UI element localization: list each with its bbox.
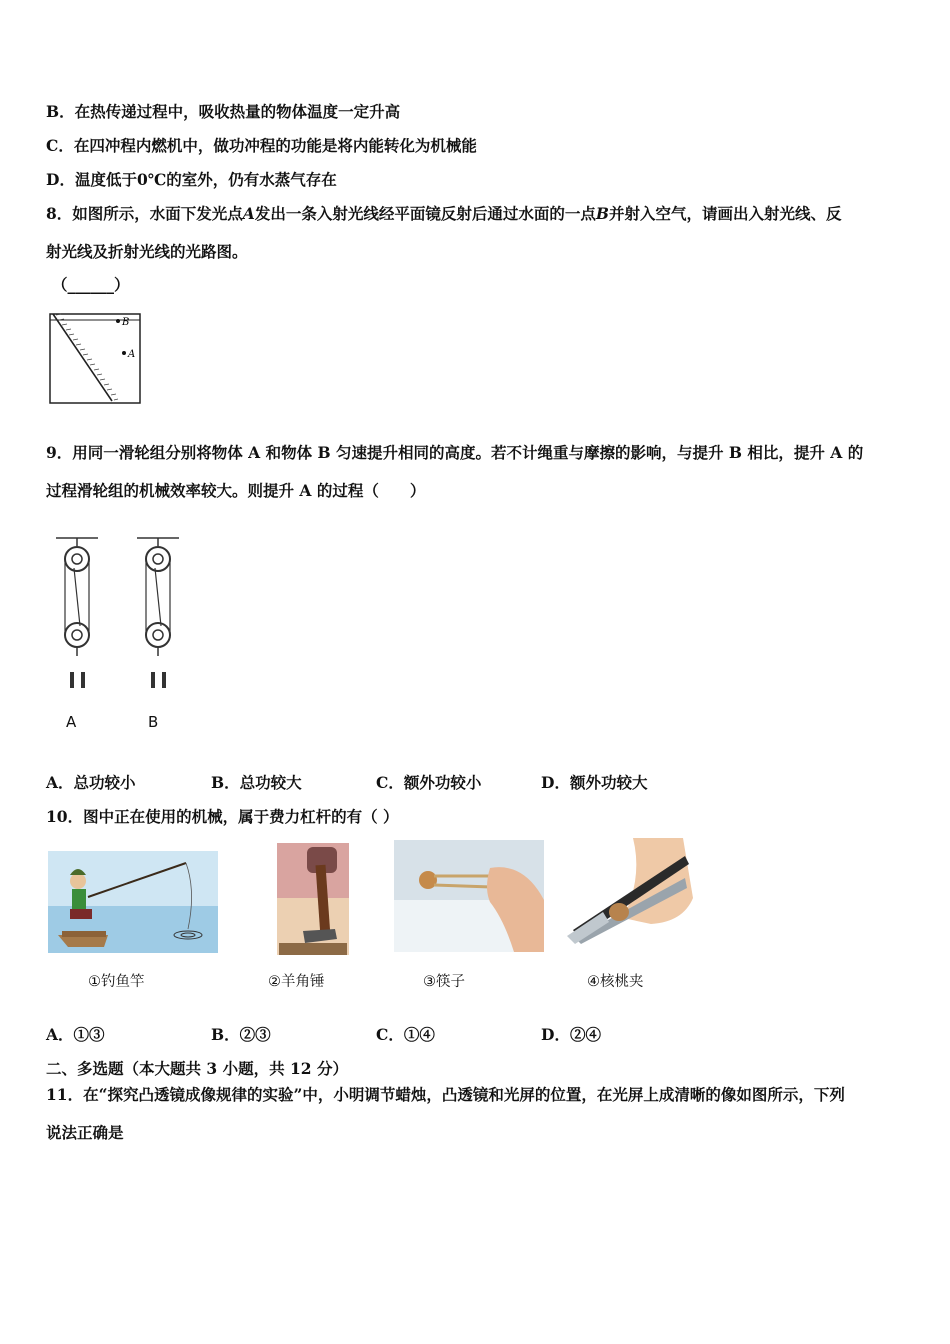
q8-point-b-label: B	[595, 204, 609, 223]
q8-point-a-label: A	[242, 204, 255, 223]
q10-caption-2: ②羊角锤	[268, 974, 325, 990]
q8-mirror-figure	[48, 312, 144, 406]
q9-option-c: C．额外功较小	[376, 773, 482, 792]
q8-point-a-dot	[122, 351, 126, 355]
q9-stem-line2: 过程滑轮组的机械效率较大。则提升 A 的过程（ ）	[46, 481, 426, 500]
q8-stem-suffix: 并射入空气，请画出入射光线、反	[608, 204, 842, 223]
q8-point-b-dot	[116, 319, 120, 323]
q11-stem-line2: 说法正确是	[46, 1123, 124, 1142]
q8-figure-label-a: A	[128, 349, 136, 360]
q10-option-c: C．①④	[376, 1025, 435, 1044]
q7-option-b: B．在热传递过程中，吸收热量的物体温度一定升高	[46, 102, 401, 121]
q11-stem-line1: 11．在“探究凸透镜成像规律的实验”中，小明调节蜡烛，凸透镜和光屏的位置，在光屏上成清晰的像如图所示，下列	[46, 1085, 845, 1104]
q9-option-d: D．额外功较大	[541, 773, 648, 792]
q8-figure-label-b: B	[122, 317, 130, 328]
q9-option-a: A．总功较小	[46, 773, 136, 792]
q8-answer-blank: （______）	[52, 275, 130, 294]
q9-option-b: B．总功较大	[211, 773, 302, 792]
q8-stem-prefix: 8．如图所示，水面下发光点	[46, 204, 243, 223]
q10-option-a: A．①③	[46, 1025, 105, 1044]
q10-image-nutcracker	[563, 838, 695, 948]
q10-image-claw-hammer	[277, 843, 349, 955]
q8-stem-mid: 发出一条入射光线经平面镜反射后通过水面的一点	[254, 204, 596, 223]
q10-caption-4: ④核桃夹	[587, 974, 644, 990]
q10-option-d: D．②④	[541, 1025, 601, 1044]
q9-stem-line1: 9．用同一滑轮组分别将物体 A 和物体 B 匀速提升相同的高度。若不计绳重与摩擦的影响，与提升 B 相比，提升 A 的	[46, 443, 864, 462]
q8-stem-line2: 射光线及折射光线的光路图。	[46, 242, 248, 261]
q8-stem-line1	[46, 204, 841, 224]
q10-image-chopsticks	[394, 840, 544, 952]
q10-caption-1: ①钓鱼竿	[88, 974, 145, 990]
q7-option-c: C．在四冲程内燃机中，做功冲程的功能是将内能转化为机械能	[46, 136, 477, 155]
q9-figure-label-b: B	[148, 713, 159, 731]
q10-image-fishing-rod	[48, 851, 218, 953]
q10-stem: 10．图中正在使用的机械，属于费力杠杆的有（ ）	[46, 807, 399, 826]
q9-figure-label-a: A	[66, 713, 77, 731]
section2-heading: 二、多选题（本大题共 3 小题，共 12 分）	[46, 1059, 348, 1078]
q7-option-d: D．温度低于0℃的室外，仍有水蒸气存在	[46, 170, 337, 189]
q10-option-b: B．②③	[211, 1025, 271, 1044]
q9-pulley-figure-b	[133, 532, 185, 692]
q9-pulley-figure-a	[52, 532, 104, 692]
q10-caption-3: ③筷子	[423, 974, 465, 990]
